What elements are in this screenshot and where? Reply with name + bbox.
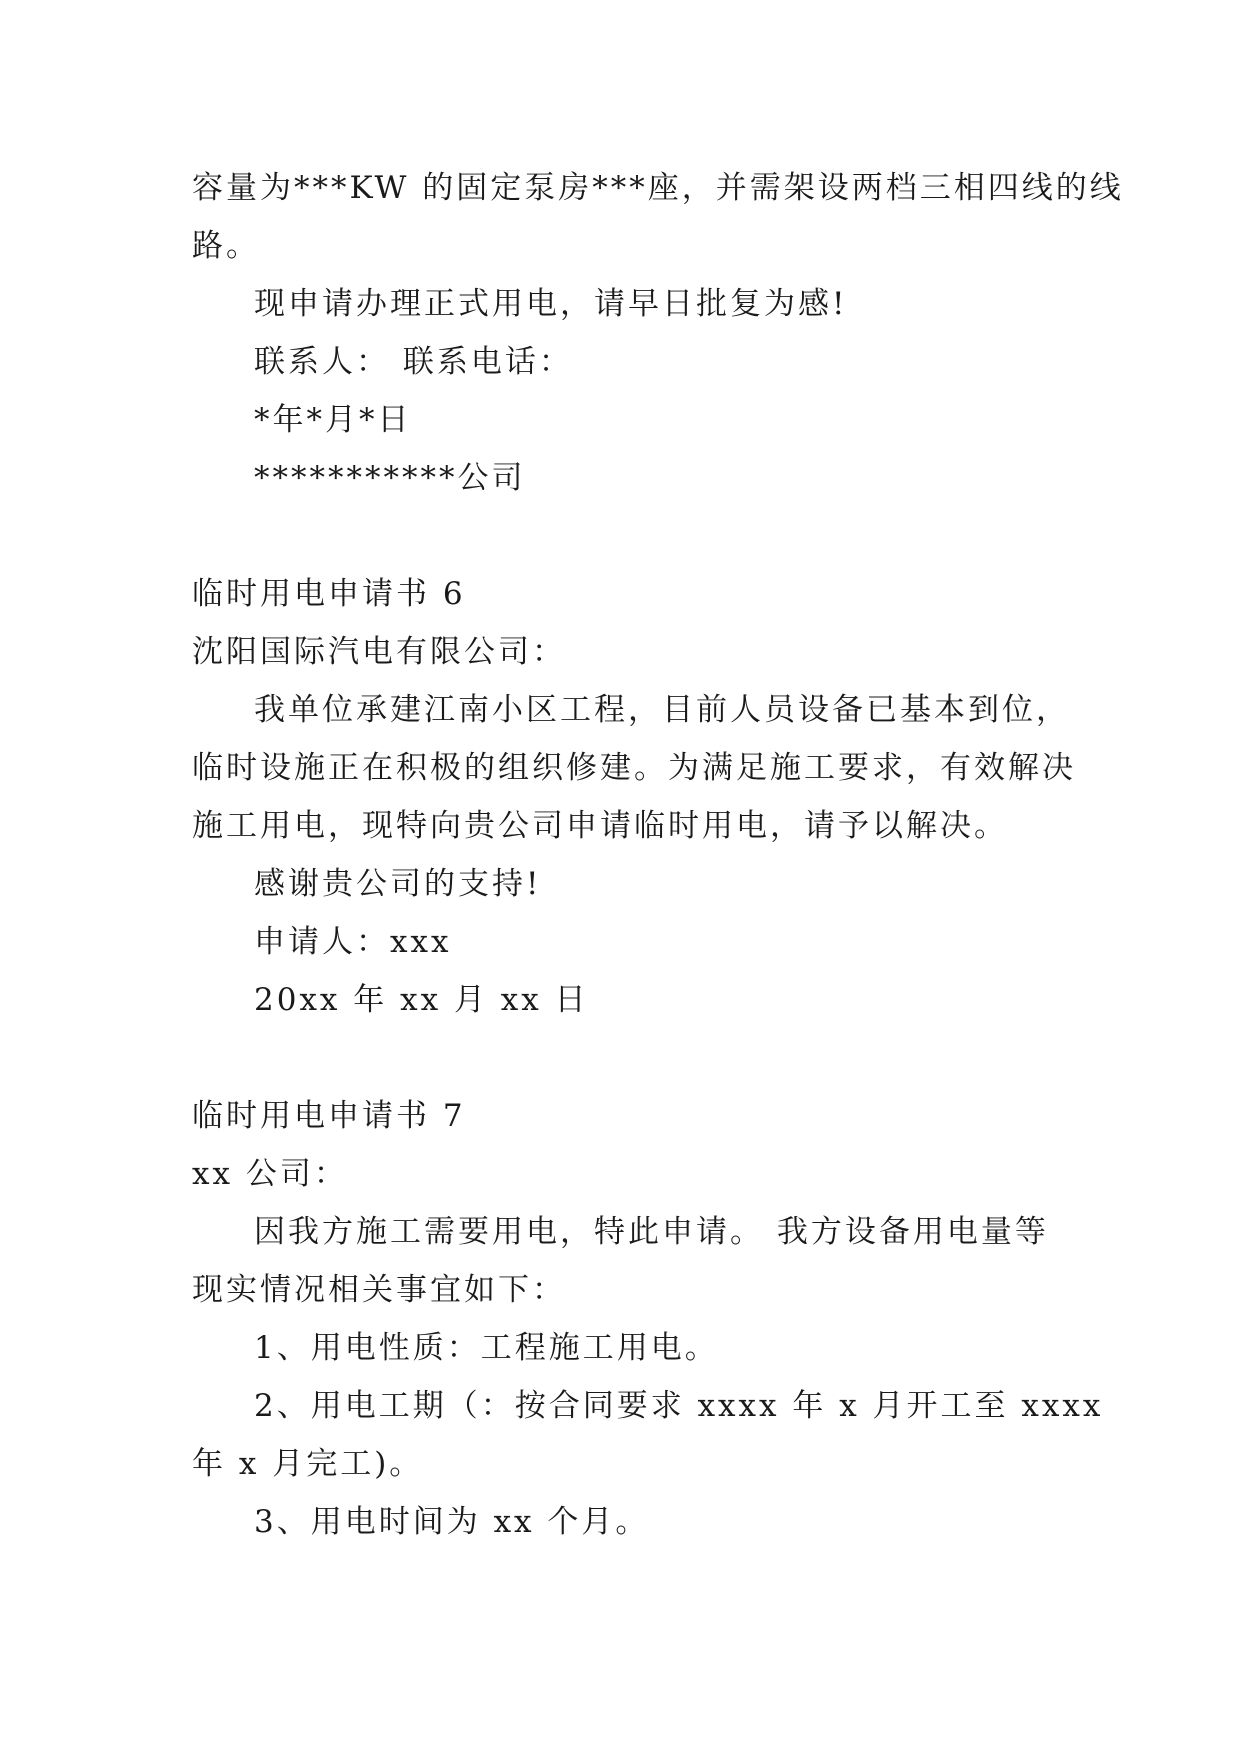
addressee-line: 沈阳国际汽电有限公司： (192, 634, 566, 670)
paragraph-line: 我单位承建江南小区工程，目前人员设备已基本到位， (254, 692, 1070, 728)
paragraph-line: 现实情况相关事宜如下： (192, 1272, 566, 1308)
paragraph-line: 临时设施正在积极的组织修建。为满足施工要求，有效解决 (192, 750, 1076, 786)
date-line: *年*月*日 (254, 402, 412, 438)
thanks-line: 感谢贵公司的支持! (254, 866, 542, 902)
list-item: 1、用电性质：工程施工用电。 (254, 1330, 719, 1366)
paragraph-line: 因我方施工需要用电，特此申请。 我方设备用电量等 (254, 1214, 1049, 1250)
list-item: 2、用电工期（：按合同要求 xxxx 年 x 月开工至 xxxx (254, 1388, 1104, 1424)
paragraph-line: 施工用电，现特向贵公司申请临时用电，请予以解决。 (192, 808, 1008, 844)
applicant-line: 申请人：xxx (254, 924, 452, 960)
date-line: 20xx 年 xx 月 xx 日 (254, 982, 589, 1018)
section-title: 临时用电申请书 7 (192, 1098, 466, 1134)
list-item: 3、用电时间为 xx 个月。 (254, 1504, 650, 1540)
contact-line: 联系人： 联系电话： (254, 344, 573, 380)
request-line: 现申请办理正式用电，请早日批复为感! (254, 286, 848, 322)
paragraph-line: 容量为***KW 的固定泵房***座，并需架设两档三相四线的线 (192, 170, 1124, 206)
addressee-line: xx 公司： (192, 1156, 348, 1192)
list-item-continuation: 年 x 月完工)。 (192, 1446, 424, 1482)
section-title: 临时用电申请书 6 (192, 576, 466, 612)
company-line: ***********公司 (254, 460, 526, 496)
paragraph-line: 路。 (192, 228, 260, 264)
